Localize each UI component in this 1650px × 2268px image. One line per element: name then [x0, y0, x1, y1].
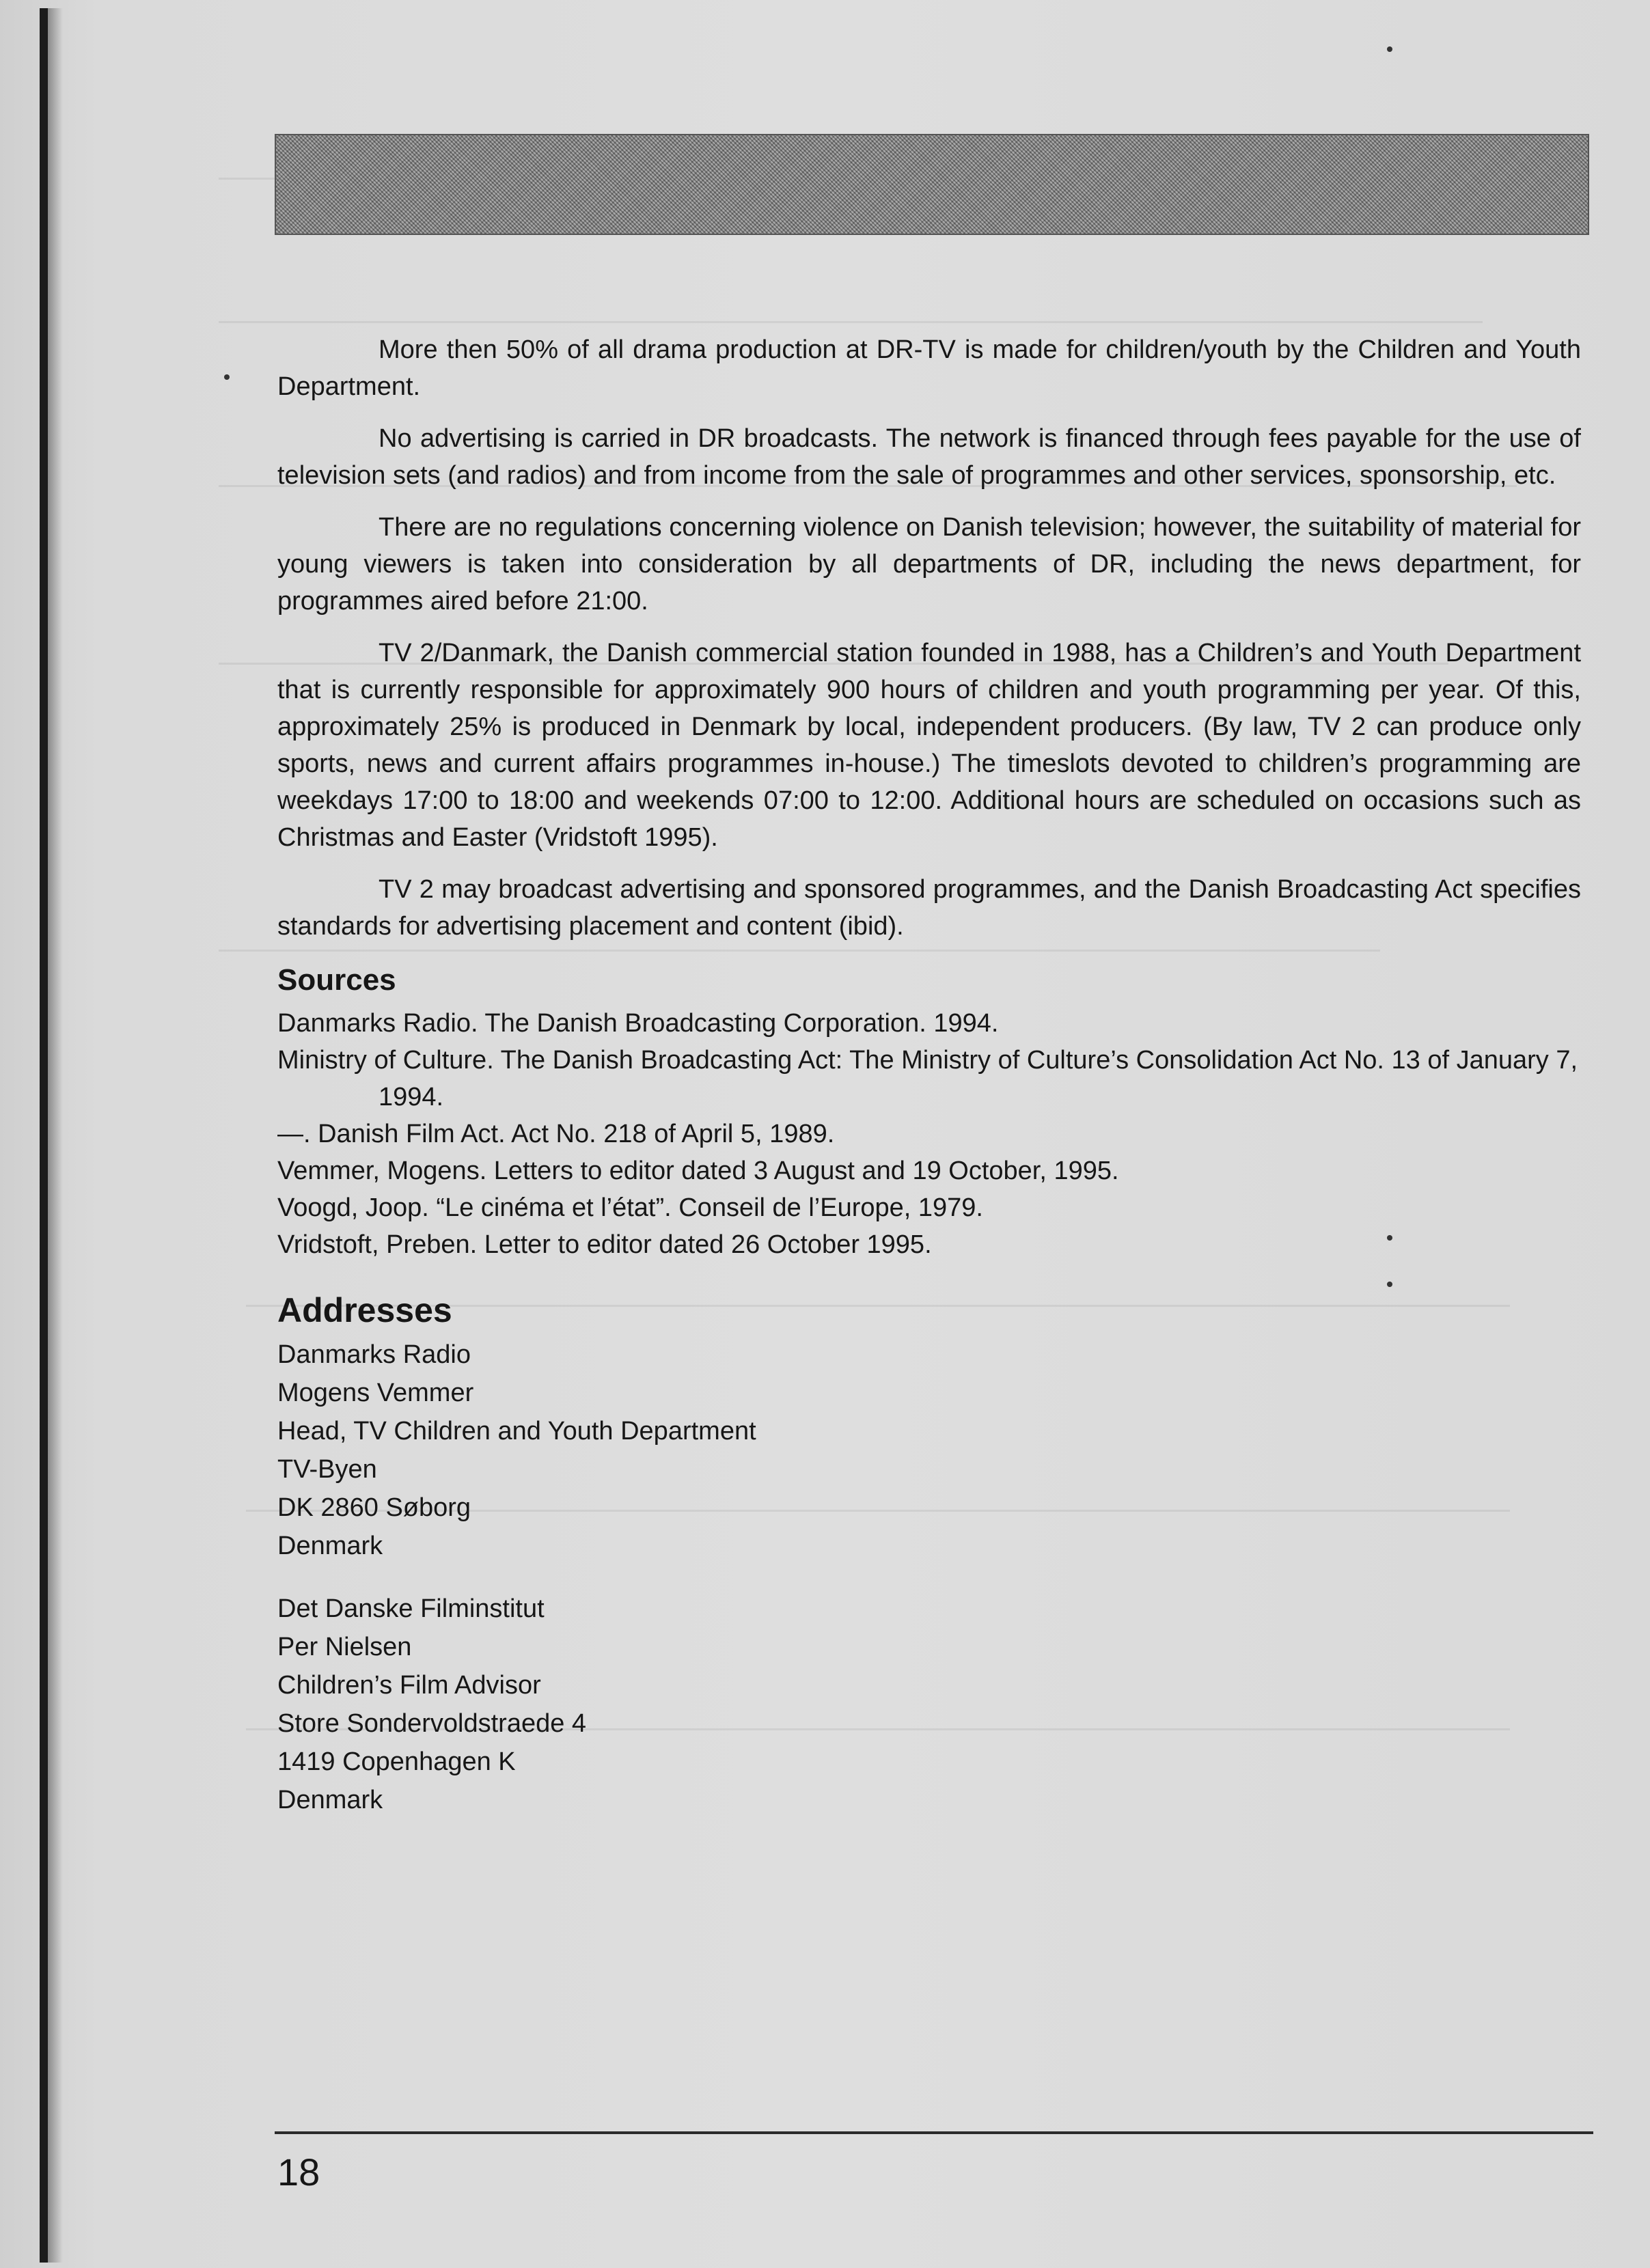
- address-line: Danmarks Radio: [277, 1340, 471, 1369]
- paragraph: TV 2/Danmark, the Danish commercial station founded in 1988, has a Children’s and Youth Department that is currently responsible for approximately 900 hours of children and youth programming per year. Of this, approximately 25% is produced in Denmark by local, independent producers. (By law, TV 2 can produce only sports, news and current affairs programmes in-house.) The timeslots devoted to children’s programming are weekdays 17:00 to 18:00 and weekends 07:00 to 12:00. Additional hours are scheduled on occasions such as Christmas and Easter (Vridstoft 1995).: [277, 639, 1581, 852]
- address-line: Mogens Vemmer: [277, 1379, 474, 1407]
- address-line: Det Danske Filminstitut: [277, 1594, 545, 1623]
- page-number: 18: [277, 2151, 320, 2194]
- scan-speck: [1387, 1282, 1392, 1287]
- source-item: Vemmer, Mogens. Letters to editor dated 3 August and 19 October, 1995.: [277, 1157, 1119, 1185]
- source-item: Vridstoft, Preben. Letter to editor dated 26 October 1995.: [277, 1230, 932, 1259]
- binding-edge: [40, 8, 48, 2263]
- address-block: [277, 1336, 1581, 1565]
- address-line: Store Sondervoldstraede 4: [277, 1709, 587, 1738]
- scan-speck: [224, 374, 230, 380]
- paragraph: TV 2 may broadcast advertising and sponsored programmes, and the Danish Broadcasting Act specifies standards for advertising placement and content (ibid).: [277, 875, 1581, 941]
- sources-heading: Sources: [277, 963, 396, 997]
- address-line: Denmark: [277, 1786, 383, 1814]
- sources-list: [277, 1005, 1581, 1263]
- source-item: Danmarks Radio. The Danish Broadcasting Corporation. 1994.: [277, 1009, 999, 1038]
- address-line: Denmark: [277, 1532, 383, 1560]
- address-block: [277, 1590, 1581, 1819]
- addresses-heading: Addresses: [277, 1291, 452, 1329]
- source-item: —. Danish Film Act. Act No. 218 of April 5, 1989.: [277, 1120, 835, 1148]
- header-band: [275, 134, 1589, 235]
- address-line: 1419 Copenhagen K: [277, 1747, 516, 1776]
- source-item: Ministry of Culture. The Danish Broadcasting Act: The Ministry of Culture’s Consolidation Act No. 13 of January 7, 1994.: [277, 1046, 1578, 1111]
- binding-shadow: [48, 8, 63, 2263]
- address-line: Children’s Film Advisor: [277, 1671, 541, 1700]
- address-line: Head, TV Children and Youth Department: [277, 1417, 756, 1446]
- paragraph: There are no regulations concerning violence on Danish television; however, the suitability of material for young viewers is taken into consideration by all departments of DR, including the news department, for programmes aired before 21:00.: [277, 513, 1581, 616]
- scan-speck: [1387, 46, 1392, 52]
- page-content: [277, 331, 1581, 1844]
- scan-speck: [1387, 1235, 1392, 1241]
- source-item: Voogd, Joop. “Le cinéma et l’état”. Conseil de l’Europe, 1979.: [277, 1193, 983, 1222]
- address-line: DK 2860 Søborg: [277, 1493, 471, 1522]
- footer-rule: [275, 2131, 1593, 2134]
- address-line: Per Nielsen: [277, 1633, 412, 1661]
- paragraph: More then 50% of all drama production at DR-TV is made for children/youth by the Children and Youth Department.: [277, 335, 1581, 401]
- paragraph: No advertising is carried in DR broadcasts. The network is financed through fees payable for the use of television sets (and radios) and from income from the sale of programmes and other services, sponsorship, etc.: [277, 424, 1581, 490]
- address-line: TV-Byen: [277, 1455, 377, 1484]
